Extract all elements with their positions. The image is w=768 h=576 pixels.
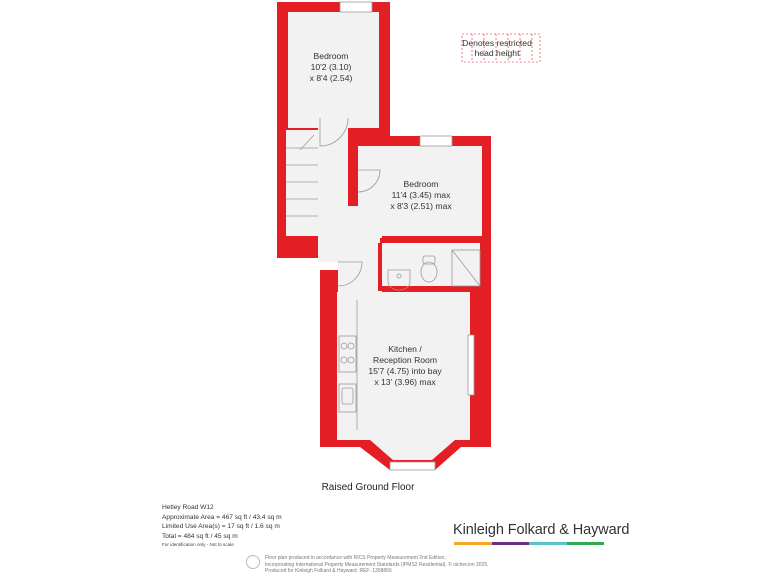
bedroom-2-label — [390, 179, 451, 212]
address: Hetley Road W12 — [162, 504, 214, 511]
footer-credits — [265, 555, 489, 575]
brand-bar-segment — [567, 542, 605, 545]
property-info — [162, 503, 282, 549]
agent-brand: Kinleigh Folkard & Hayward — [453, 522, 630, 538]
room-dimension: 10'2 (3.10) — [310, 62, 352, 72]
window-kitchen-side — [468, 335, 474, 395]
window-bedroom-2 — [420, 136, 452, 146]
room-name: Kitchen / — [388, 344, 422, 354]
hall-partition — [348, 146, 358, 206]
window-bedroom-1 — [340, 2, 372, 12]
brand-bar-segment — [454, 542, 492, 545]
window-bay-front — [390, 462, 435, 470]
room-name: Bedroom — [313, 51, 349, 61]
room-name: Reception Room — [372, 355, 437, 365]
floor-title: Raised Ground Floor — [321, 482, 415, 493]
disclaimer: For identification only - Not to scale — [162, 542, 234, 548]
brand-bar-segment — [492, 542, 530, 545]
room-dimension: x 13' (3.96) max — [374, 377, 436, 387]
room-name: Bedroom — [403, 179, 439, 189]
legend-line: head height — [474, 48, 520, 58]
room-dimension: 11'4 (3.45) max — [391, 190, 451, 200]
approx-area: Approximate Area = 467 sq ft / 43.4 sq m — [162, 513, 282, 521]
footer-line: Floor plan produced in accordance with RICS Property Measurement 2nd Edition, — [265, 555, 446, 561]
room-dimension: 15'7 (4.75) into bay — [368, 366, 442, 376]
bath-partition-top — [380, 238, 482, 243]
footer-line: Produced for Kinleigh Folkard & Hayward. REF: 1358866 — [265, 568, 392, 574]
room-dimension: x 8'4 (2.54) — [309, 73, 353, 83]
brand-color-bar — [454, 542, 604, 545]
footer-line: Incorporating International Property Measurement Standards (IPMS2 Residential). © nichecom 2025. — [265, 561, 489, 568]
nichecom-logo-icon — [246, 555, 260, 569]
kitchen-label — [368, 344, 441, 388]
stair-floor — [286, 130, 318, 236]
bath-partition-left — [378, 243, 382, 291]
bedroom-1-label — [310, 51, 353, 84]
total-area: Total = 484 sq ft / 45 sq m — [162, 532, 238, 540]
legend-line: Denotes restricted — [462, 38, 532, 48]
restricted-height-legend — [462, 38, 532, 58]
room-dimension: x 8'3 (2.51) max — [390, 201, 452, 211]
brand-bar-segment — [529, 542, 567, 545]
limited-use-area: Limited Use Area(s) = 17 sq ft / 1.6 sq m — [162, 523, 280, 531]
